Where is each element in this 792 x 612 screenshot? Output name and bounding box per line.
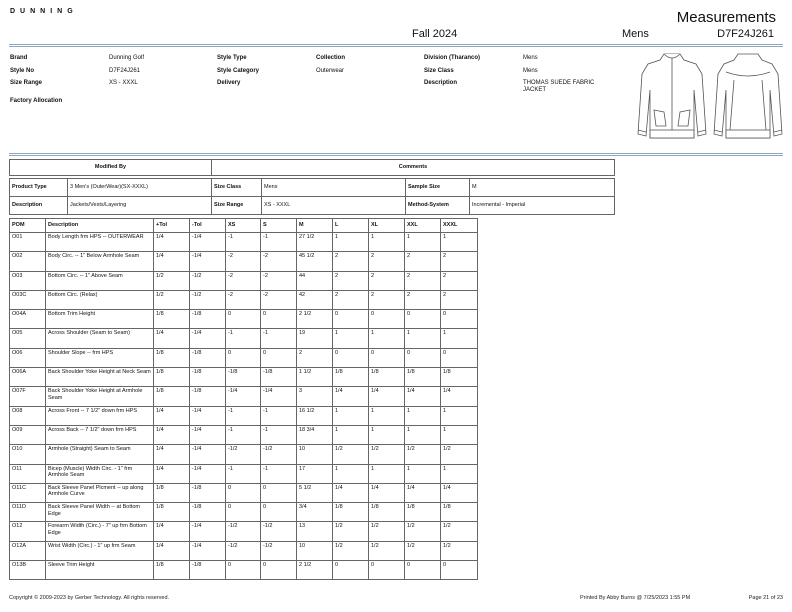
table-cell: 1/4 [441,483,478,502]
table-cell: -1/2 [261,445,297,464]
table-cell: 0 [333,348,369,367]
table-cell: Shoulder Slope -- frm HPS [46,348,154,367]
table-cell: 0 [226,310,261,329]
factory-allocation-label: Factory Allocation [10,98,63,104]
page-number: Page 21 of 23 [748,595,783,601]
table-cell: 1/8 [405,368,441,387]
table-cell: 1/8 [154,561,190,580]
sample-size-value: M [470,179,615,197]
table-cell: O02 [10,252,46,271]
table-cell: 0 [369,348,405,367]
delivery-label: Delivery [217,80,241,86]
table-cell: -1/8 [190,561,226,580]
table-cell: 2 [441,290,478,309]
table-cell: 1/4 [154,252,190,271]
table-cell: 1/4 [441,387,478,406]
table-cell: 1/4 [333,387,369,406]
table-cell: -1/8 [190,348,226,367]
table-cell: -1/4 [261,387,297,406]
table-cell: 0 [261,310,297,329]
table-cell: 42 [297,290,333,309]
table-cell: 1/4 [154,233,190,252]
size-range-value: XS - XXXL [262,197,406,215]
method-system-label: Method-System [406,197,470,215]
table-cell: 2 [405,271,441,290]
table-cell: 0 [226,348,261,367]
table-cell: 10 [297,445,333,464]
section-divider [9,153,783,156]
table-cell: O13B [10,561,46,580]
table-cell: -2 [226,290,261,309]
season: Fall 2024 [412,28,458,40]
table-cell: Forearm Width (Circ.) - 7" up frm Bottom Edge [46,522,154,541]
description-label: Description [424,80,458,86]
table-cell: 1 [441,406,478,425]
table-cell: 1/8 [333,503,369,522]
table-cell: 1 [405,406,441,425]
description-label: Description [10,197,68,215]
table-cell: 1 [441,233,478,252]
table-cell: 1/2 [441,445,478,464]
header-divider [9,44,783,47]
table-cell: 1 [441,464,478,483]
table-row [10,329,478,348]
table-cell: 2 [405,290,441,309]
table-cell: 1 [441,425,478,444]
column-header: XXXL [441,219,478,233]
table-cell: 45 1/2 [297,252,333,271]
table-cell: 1/2 [441,522,478,541]
table-cell: 1/8 [154,387,190,406]
table-cell: 1/4 [154,329,190,348]
table-cell: 0 [369,561,405,580]
description-value: Jackets/Vests/Layering [68,197,212,215]
table-cell: -1/2 [261,541,297,560]
table-cell: -1/8 [261,368,297,387]
table-cell: -1/4 [190,541,226,560]
column-header: XXL [405,219,441,233]
table-cell: 0 [405,348,441,367]
table-cell: 1/2 [369,522,405,541]
table-cell: 1/8 [441,503,478,522]
table-row [10,368,478,387]
division-label: Division (Tharanco) [424,55,481,61]
table-cell: O05 [10,329,46,348]
table-cell: -1/2 [226,541,261,560]
table-cell: 0 [226,503,261,522]
table-cell: 2 [333,271,369,290]
table-cell: O10 [10,445,46,464]
table-cell: 1 [405,464,441,483]
table-cell: 10 [297,541,333,560]
copyright-text: Copyright © 2009-2023 by Gerber Technology. All rights reserved. [9,595,170,601]
table-cell: 1 [333,464,369,483]
table-cell: -1 [261,329,297,348]
table-cell: 0 [405,310,441,329]
method-system-value: Incremental - Imperial [470,197,615,215]
table-cell: -1/8 [190,483,226,502]
table-cell: -1/4 [190,406,226,425]
table-cell: Across Back -- 7 1/2" down frm HPS [46,425,154,444]
table-cell: -2 [261,252,297,271]
table-cell: 18 3/4 [297,425,333,444]
column-header: L [333,219,369,233]
table-cell: 1/8 [405,503,441,522]
column-header: +Tol [154,219,190,233]
size-range-label: Size Range [10,80,43,86]
table-cell: 1/2 [154,290,190,309]
table-cell: Body Length frm HPS -- OUTERWEAR [46,233,154,252]
table-cell: 2 [441,271,478,290]
column-header: POM [10,219,46,233]
size-class-value: Mens [262,179,406,197]
table-cell: 1/8 [154,348,190,367]
table-cell: 27 1/2 [297,233,333,252]
product-meta-table [9,178,615,215]
table-cell: 2 [369,271,405,290]
table-cell: 1/2 [405,522,441,541]
table-cell: -1/4 [190,329,226,348]
table-cell: -1 [226,406,261,425]
table-cell: 1/8 [154,503,190,522]
table-cell: -1/8 [190,503,226,522]
collection-label: Collection [316,55,346,61]
table-cell: 1/2 [405,541,441,560]
sample-size-label: Sample Size [406,179,470,197]
table-cell: -2 [226,271,261,290]
style-no-value: D7F24J261 [109,68,141,74]
table-row [10,406,478,425]
table-cell: 1/2 [333,522,369,541]
collection-value: Outerwear [316,68,345,74]
table-cell: Back Shoulder Yoke Height at Neck Seam [46,368,154,387]
style-category-label: Style Category [217,68,260,74]
table-cell: 0 [405,561,441,580]
table-cell: -1/8 [190,368,226,387]
page-title: Measurements [676,9,776,26]
table-cell: 1/2 [405,445,441,464]
table-cell: 16 1/2 [297,406,333,425]
table-cell: Across Front -- 7 1/2" down frm HPS [46,406,154,425]
table-cell: 1/4 [154,464,190,483]
table-cell: 2 [405,252,441,271]
table-cell: -1/2 [226,522,261,541]
table-cell: -1 [226,425,261,444]
table-cell: -1 [261,464,297,483]
front-jacket-sketch [636,50,708,148]
table-cell: 0 [261,503,297,522]
table-cell: Body Circ. -- 1" Below Armhole Seam [46,252,154,271]
table-cell: Bottom Circ. -- 1" Above Seam [46,271,154,290]
product-type-value: 3 Men's (OuterWear)(SX-XXXL) [68,179,212,197]
table-cell: 1/4 [154,541,190,560]
table-cell: 1/4 [405,387,441,406]
table-cell: 2 [333,290,369,309]
table-cell: 0 [369,310,405,329]
table-cell: Back Sleeve Panel Width -- at Bottom Edge [46,503,154,522]
table-cell: 1 [369,329,405,348]
table-cell: 19 [297,329,333,348]
gender: Mens [622,28,649,40]
table-cell: -1/4 [190,445,226,464]
table-row [10,503,478,522]
table-cell: 3 [297,387,333,406]
comments-header: Comments [212,160,615,176]
column-header: Description [46,219,154,233]
table-cell: O03 [10,271,46,290]
table-cell: 1/2 [441,541,478,560]
table-cell: 1 [405,425,441,444]
table-cell: 1/2 [333,541,369,560]
table-cell: -1/4 [190,252,226,271]
table-cell: 1/4 [154,445,190,464]
table-cell: 2 [369,290,405,309]
modified-by-header: Modified By [10,160,212,176]
table-cell: 0 [226,483,261,502]
table-row [10,425,478,444]
table-row [10,271,478,290]
printed-by-text: Printed By Abby Burns @ 7/25/2023 1:55 PM [580,595,691,601]
table-cell: -1/2 [190,290,226,309]
table-cell: -1/4 [190,425,226,444]
table-cell: Sleeve Trim Height [46,561,154,580]
table-cell: 1/4 [405,483,441,502]
table-cell: 1/8 [154,310,190,329]
table-cell: -1/4 [226,387,261,406]
description-value: THOMAS SUEDE FABRIC JACKET [523,80,595,93]
table-row [10,561,478,580]
table-cell: -1/2 [226,445,261,464]
table-cell: 1/2 [154,271,190,290]
table-cell: 2 1/2 [297,310,333,329]
table-cell: -1 [226,464,261,483]
table-cell: -1/2 [261,522,297,541]
table-cell: -1/2 [190,271,226,290]
table-row [10,541,478,560]
table-row [10,290,478,309]
division-value: Mens [523,55,538,61]
table-cell: 13 [297,522,333,541]
product-type-label: Product Type [10,179,68,197]
size-class-label: Size Class [212,179,262,197]
table-cell: 2 [369,252,405,271]
table-cell: Bottom Trim Height [46,310,154,329]
table-cell: 0 [333,561,369,580]
table-cell: Across Shoulder (Seam to Seam) [46,329,154,348]
table-cell: O08 [10,406,46,425]
table-cell: 1 1/2 [297,368,333,387]
brand-logo: DUNNING [10,8,78,15]
table-cell: 1 [333,329,369,348]
table-cell: 1/8 [441,368,478,387]
table-cell: 0 [441,348,478,367]
measurements-table [9,218,478,580]
table-cell: 1/8 [369,368,405,387]
table-row [10,445,478,464]
table-cell: Back Shoulder Yoke Height at Armhole Seam [46,387,154,406]
table-cell: 1/4 [154,425,190,444]
table-row [10,348,478,367]
table-cell: 5 1/2 [297,483,333,502]
table-row [10,252,478,271]
table-cell: -1/8 [190,310,226,329]
table-cell: 1 [369,406,405,425]
table-cell: 2 1/2 [297,561,333,580]
table-cell: Armhole (Straight) Seam to Seam [46,445,154,464]
table-cell: -1 [226,233,261,252]
table-cell: O09 [10,425,46,444]
table-cell: 17 [297,464,333,483]
table-cell: O01 [10,233,46,252]
style-no-label: Style No [10,68,35,74]
table-cell: 1 [405,233,441,252]
column-header: S [261,219,297,233]
table-cell: 1 [333,406,369,425]
size-range-value: XS - XXXL [109,80,138,86]
size-class-label: Size Class [424,68,454,74]
table-cell: 1 [369,425,405,444]
table-cell: 1/8 [154,483,190,502]
table-row [10,233,478,252]
table-cell: 1 [369,233,405,252]
table-cell: 3/4 [297,503,333,522]
table-row [10,464,478,483]
size-range-label: Size Range [212,197,262,215]
table-cell: 1 [441,329,478,348]
table-cell: 0 [226,561,261,580]
table-cell: 2 [297,348,333,367]
table-row [10,387,478,406]
table-cell: 1 [333,233,369,252]
brand-label: Brand [10,55,28,61]
table-cell: 1/4 [154,406,190,425]
table-cell: 1/4 [369,387,405,406]
table-cell: 0 [441,310,478,329]
table-cell: 1/4 [154,522,190,541]
column-header: XS [226,219,261,233]
table-row [10,483,478,502]
table-cell: O07F [10,387,46,406]
table-cell: O04A [10,310,46,329]
table-cell: 1/2 [369,541,405,560]
table-cell: O06 [10,348,46,367]
table-cell: O03C [10,290,46,309]
table-cell: -1 [261,406,297,425]
table-cell: -1/4 [190,233,226,252]
table-cell: 1 [369,464,405,483]
table-cell: 1/8 [333,368,369,387]
table-cell: Bicep (Muscle) Width Circ. - 1" frm Armhole Seam [46,464,154,483]
table-cell: 44 [297,271,333,290]
table-cell: -1 [261,425,297,444]
table-cell: 1/4 [333,483,369,502]
table-cell: 1/8 [154,368,190,387]
column-header: M [297,219,333,233]
table-cell: 1/4 [369,483,405,502]
table-cell: 2 [333,252,369,271]
back-jacket-sketch [712,50,784,148]
table-cell: Bottom Circ. (Relax) [46,290,154,309]
table-cell: -2 [261,271,297,290]
table-cell: 2 [441,252,478,271]
table-cell: -1 [226,329,261,348]
table-cell: Wrist Width (Circ.) - 1" up frm Seam [46,541,154,560]
table-cell: O11C [10,483,46,502]
table-cell: 1 [333,425,369,444]
table-cell: 1/2 [369,445,405,464]
table-cell: 0 [441,561,478,580]
table-cell: O11D [10,503,46,522]
table-row [10,310,478,329]
table-cell: -2 [226,252,261,271]
column-header: -Tol [190,219,226,233]
brand-value: Dunning Golf [109,55,145,61]
table-cell: 0 [261,348,297,367]
table-cell: O06A [10,368,46,387]
table-cell: 1 [405,329,441,348]
column-header: XL [369,219,405,233]
table-cell: O11 [10,464,46,483]
modification-table [9,159,615,176]
table-cell: -1/4 [190,464,226,483]
table-cell: 0 [333,310,369,329]
table-cell: 1/8 [369,503,405,522]
style-type-label: Style Type [217,55,247,61]
size-class-value: Mens [523,68,538,74]
table-row [10,522,478,541]
table-cell: -1 [261,233,297,252]
table-cell: Back Sleeve Panel Plcment -- up along Armhole Curve [46,483,154,502]
table-cell: O12A [10,541,46,560]
table-cell: 0 [261,561,297,580]
table-cell: 0 [261,483,297,502]
table-cell: -1/8 [226,368,261,387]
table-cell: O12 [10,522,46,541]
style-code: D7F24J261 [717,28,774,40]
table-cell: -1/4 [190,522,226,541]
table-cell: 1/2 [333,445,369,464]
table-cell: -1/8 [190,387,226,406]
table-cell: -2 [261,290,297,309]
